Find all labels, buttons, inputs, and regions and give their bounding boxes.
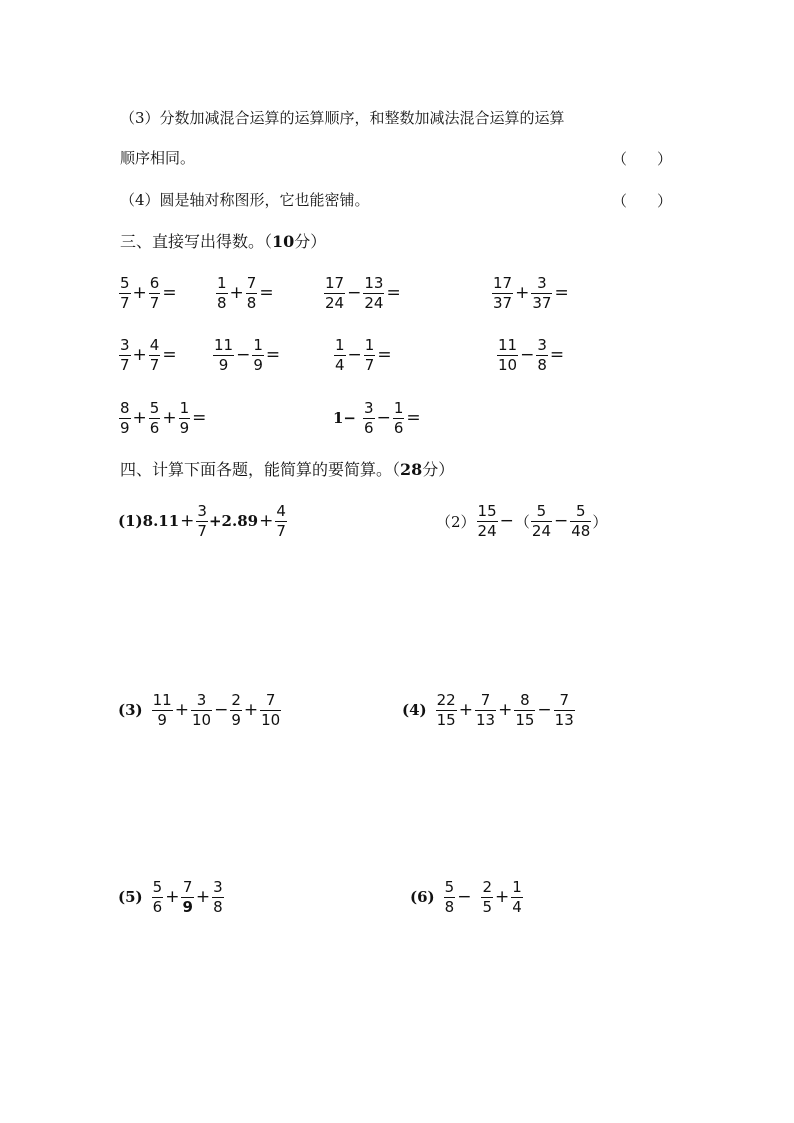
- problem-2: [436, 496, 607, 546]
- numerator: 3: [120, 335, 130, 354]
- fraction: [212, 878, 224, 917]
- fraction: [196, 502, 208, 541]
- section-3-title: [120, 232, 326, 252]
- fraction: [191, 691, 212, 730]
- fraction: [324, 274, 345, 313]
- mental-calc-4: [491, 268, 570, 318]
- fraction: [531, 274, 552, 313]
- fraction: [149, 399, 161, 438]
- title-part: 28: [400, 460, 423, 479]
- numerator: 17: [493, 273, 513, 292]
- denominator: 7: [149, 355, 160, 374]
- operator: +: [180, 511, 195, 531]
- expression-text: (4): [402, 701, 427, 719]
- numerator: 13: [364, 273, 384, 292]
- denominator: 37: [493, 293, 513, 312]
- operator: −: [499, 511, 514, 531]
- fraction: [119, 336, 131, 375]
- denominator: 24: [531, 521, 551, 540]
- problem-1: [118, 496, 288, 546]
- denominator: 7: [276, 521, 286, 540]
- fraction: [444, 878, 456, 917]
- fraction: [246, 274, 258, 313]
- numerator: 22: [436, 690, 456, 709]
- denominator: 24: [325, 293, 345, 312]
- operator: −: [347, 283, 362, 303]
- question-3-line1: （3）分数加减混合运算的运算顺序，和整数加减法混合运算的运算: [120, 109, 565, 127]
- mental-calc-8: [496, 330, 565, 380]
- numerator: 3: [364, 398, 374, 417]
- fraction: [477, 502, 498, 541]
- numerator: 3: [537, 273, 547, 292]
- fraction: [260, 691, 281, 730]
- fraction: [497, 336, 518, 375]
- operator: =: [162, 283, 177, 303]
- denominator: 37: [532, 293, 552, 312]
- numerator: 3: [537, 335, 547, 354]
- denominator: 7: [197, 521, 207, 540]
- numerator: 5: [120, 273, 130, 292]
- denominator: 7: [120, 293, 130, 312]
- fraction: [334, 336, 346, 375]
- numerator: 1: [217, 273, 227, 292]
- denominator: 8: [444, 897, 455, 916]
- denominator: 24: [477, 521, 497, 540]
- denominator: 6: [152, 897, 163, 916]
- fraction: [149, 274, 161, 313]
- numerator: 7: [559, 690, 569, 709]
- numerator: 5: [536, 501, 547, 520]
- numerator: 6: [149, 273, 160, 292]
- denominator: 6: [393, 418, 404, 437]
- numerator: 3: [197, 501, 207, 520]
- denominator: 7: [120, 355, 130, 374]
- operator: =: [377, 345, 392, 365]
- numerator: 5: [152, 877, 163, 896]
- fraction: [492, 274, 513, 313]
- expression-text: (5): [118, 888, 143, 906]
- numerator: 1: [364, 335, 375, 354]
- operator: +: [195, 887, 211, 907]
- operator: +: [494, 887, 510, 907]
- denominator: 6: [364, 418, 374, 437]
- operator: +: [458, 700, 473, 720]
- question-4: （4）圆是轴对称图形，它也能密铺。: [120, 191, 370, 209]
- fraction: [152, 878, 164, 917]
- operator: =: [549, 345, 565, 365]
- denominator: 5: [482, 897, 492, 916]
- operator: +: [162, 408, 177, 428]
- denominator: 15: [436, 710, 456, 729]
- expression-text: (3): [118, 701, 143, 719]
- operator: =: [554, 283, 569, 303]
- expression-text: +2.89: [208, 512, 259, 530]
- denominator: 4: [512, 897, 522, 916]
- numerator: 1: [179, 398, 190, 417]
- denominator: 8: [217, 293, 227, 312]
- fraction: [216, 274, 228, 313]
- denominator: 48: [571, 521, 591, 540]
- mental-calc-7: [333, 330, 393, 380]
- denominator: 24: [364, 293, 384, 312]
- denominator: 10: [261, 710, 281, 729]
- fraction: [149, 336, 161, 375]
- denominator: 10: [191, 710, 212, 729]
- denominator: 9: [120, 418, 130, 437]
- expression-text: (1)8.11: [118, 512, 180, 530]
- mental-calc-5: [118, 330, 178, 380]
- fraction: [554, 691, 575, 730]
- numerator: 5: [149, 398, 160, 417]
- expression-text: 1−: [333, 409, 357, 427]
- problem-4: [402, 685, 576, 735]
- mental-calc-3: [323, 268, 402, 318]
- fraction: [393, 399, 405, 438]
- numerator: 11: [152, 690, 172, 709]
- expression-text: ）: [592, 512, 608, 531]
- expression-text: （: [514, 512, 530, 531]
- numerator: 3: [196, 690, 207, 709]
- operator: +: [229, 283, 244, 303]
- fraction: [152, 691, 173, 730]
- mental-calc-6: [212, 330, 281, 380]
- operator: +: [174, 700, 189, 720]
- fraction: [531, 502, 552, 541]
- fraction: [511, 878, 523, 917]
- answer-paren-3[interactable]: （ ）: [612, 150, 673, 168]
- operator: +: [165, 887, 180, 907]
- fraction: [536, 336, 548, 375]
- operator: −: [214, 700, 229, 720]
- denominator: 7: [149, 293, 160, 312]
- problem-5: [118, 872, 225, 922]
- denominator: 10: [498, 355, 518, 374]
- title-part: 三、直接写出得数。（: [120, 232, 273, 251]
- operator: −: [520, 345, 535, 365]
- denominator: 9: [182, 897, 193, 916]
- problem-6: [410, 872, 524, 922]
- operator: +: [259, 511, 274, 531]
- numerator: 1: [393, 398, 404, 417]
- operator: =: [259, 283, 274, 303]
- fraction: [514, 691, 535, 730]
- operator: +: [243, 700, 259, 720]
- numerator: 5: [444, 877, 455, 896]
- denominator: 15: [515, 710, 535, 729]
- expression-text: (6): [410, 888, 435, 906]
- mental-calc-1: [118, 268, 178, 318]
- mental-calc-9: [118, 393, 207, 443]
- denominator: 8: [213, 897, 223, 916]
- operator: =: [192, 408, 207, 428]
- numerator: 8: [120, 398, 130, 417]
- operator: −: [537, 700, 552, 720]
- section-4-title: [120, 460, 454, 480]
- title-part: 10: [272, 232, 295, 251]
- numerator: 7: [480, 690, 491, 709]
- title-part: 分）: [422, 460, 455, 479]
- operator: =: [162, 345, 177, 365]
- operator: +: [132, 345, 147, 365]
- numerator: 11: [498, 335, 518, 354]
- denominator: 7: [364, 355, 375, 374]
- numerator: 15: [477, 501, 497, 520]
- fraction: [179, 399, 191, 438]
- mental-calc-2: [215, 268, 275, 318]
- numerator: 7: [246, 273, 257, 292]
- fraction: [364, 336, 376, 375]
- fraction: [475, 691, 496, 730]
- operator: +: [515, 283, 530, 303]
- question-3-line2: 顺序相同。: [120, 149, 196, 167]
- fraction: [181, 878, 193, 917]
- numerator: 7: [182, 877, 193, 896]
- numerator: 1: [253, 335, 263, 354]
- fraction: [230, 691, 242, 730]
- fraction: [275, 502, 287, 541]
- denominator: 8: [537, 355, 547, 374]
- operator: +: [132, 283, 147, 303]
- answer-paren-4[interactable]: （ ）: [612, 192, 673, 210]
- denominator: 9: [253, 355, 263, 374]
- operator: =: [386, 283, 401, 303]
- numerator: 3: [213, 877, 223, 896]
- numerator: 1: [512, 877, 522, 896]
- fraction: [119, 274, 131, 313]
- operator: +: [498, 700, 513, 720]
- fraction: [363, 274, 384, 313]
- denominator: 13: [475, 710, 496, 729]
- mental-calc-10: [333, 393, 422, 443]
- operator: −: [457, 887, 472, 907]
- denominator: 6: [149, 418, 160, 437]
- operator: +: [132, 408, 147, 428]
- fraction: [570, 502, 591, 541]
- numerator: 4: [276, 501, 286, 520]
- operator: −: [236, 345, 251, 365]
- operator: −: [347, 345, 362, 365]
- expression-text: （2）: [436, 512, 476, 531]
- numerator: 2: [482, 877, 492, 896]
- denominator: 9: [179, 418, 190, 437]
- operator: =: [406, 408, 421, 428]
- title-part: 分）: [294, 232, 327, 251]
- title-part: 四、计算下面各题，能简算的要简算。（: [120, 460, 401, 479]
- fraction: [436, 691, 457, 730]
- numerator: 11: [214, 335, 234, 354]
- fraction: [213, 336, 234, 375]
- fraction: [363, 399, 375, 438]
- denominator: 13: [554, 710, 574, 729]
- operator: −: [376, 408, 391, 428]
- denominator: 9: [218, 355, 229, 374]
- numerator: 8: [520, 690, 530, 709]
- denominator: 8: [246, 293, 257, 312]
- operator: =: [265, 345, 281, 365]
- denominator: 9: [231, 710, 241, 729]
- numerator: 4: [149, 335, 160, 354]
- numerator: 17: [325, 273, 345, 292]
- numerator: 7: [265, 690, 276, 709]
- problem-3: [118, 685, 282, 735]
- fraction: [119, 399, 131, 438]
- numerator: 1: [335, 335, 345, 354]
- numerator: 2: [231, 690, 241, 709]
- operator: −: [554, 511, 569, 531]
- fraction: [481, 878, 493, 917]
- denominator: 4: [335, 355, 345, 374]
- numerator: 5: [576, 501, 586, 520]
- fraction: [252, 336, 264, 375]
- denominator: 9: [157, 710, 167, 729]
